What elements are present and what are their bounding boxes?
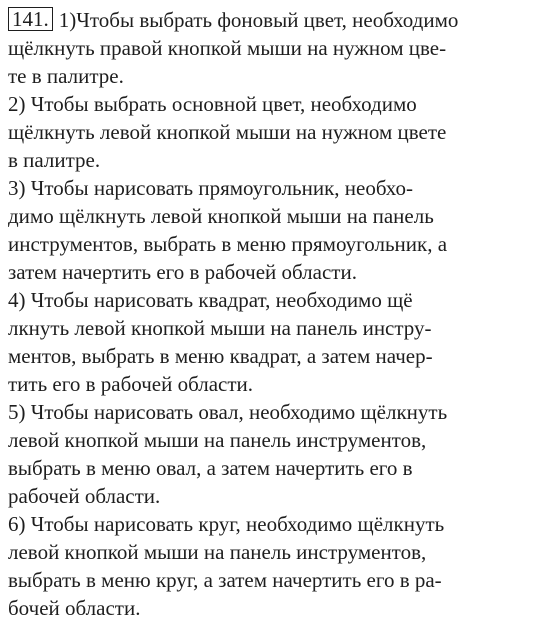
text-line-16: левой кнопкой мыши на панель инструментов, — [8, 428, 427, 452]
text-line-5: щёлкнуть левой кнопкой мыши на нужном цвете — [8, 120, 447, 144]
text-line-1: 141. 1)Чтобы выбрать фоновый цвет, необходимо — [8, 6, 538, 34]
text-line-22: бочей области. — [8, 596, 141, 620]
text-line-14: тить его в рабочей области. — [8, 372, 254, 396]
text-line-6: в палитре. — [8, 148, 101, 172]
text-line-11: 4) Чтобы нарисовать квадрат, необходимо щё — [8, 288, 413, 312]
text-line-18: рабочей области. — [8, 484, 161, 508]
text-line-3: те в палитре. — [8, 64, 124, 88]
text-line-9: инструментов, выбрать в меню прямоугольник, а — [8, 232, 448, 256]
text-line-8: димо щёлкнуть левой кнопкой мыши на панель — [8, 204, 434, 228]
text-line-10: затем начертить его в рабочей области. — [8, 260, 357, 284]
text-line-21: выбрать в меню круг, а затем начертить его в ра- — [8, 568, 442, 592]
text-line-13: ментов, выбрать в меню квадрат, а затем начер- — [8, 344, 433, 368]
text-line-17: выбрать в меню овал, а затем начертить его в — [8, 456, 413, 480]
exercise-number-box: 141. — [8, 7, 53, 31]
text-line-19: 6) Чтобы нарисовать круг, необходимо щёлкнуть — [8, 512, 445, 536]
text-line-12: лкнуть левой кнопкой мыши на панель инстру- — [8, 316, 432, 340]
text-line-4: 2) Чтобы выбрать основной цвет, необходимо — [8, 92, 417, 116]
text-line-20: левой кнопкой мыши на панель инструментов, — [8, 540, 427, 564]
text-line-7: 3) Чтобы нарисовать прямоугольник, необхо- — [8, 176, 413, 200]
text-line-15: 5) Чтобы нарисовать овал, необходимо щёлкнуть — [8, 400, 448, 424]
text-line-2: щёлкнуть правой кнопкой мыши на нужном цве- — [8, 36, 447, 60]
